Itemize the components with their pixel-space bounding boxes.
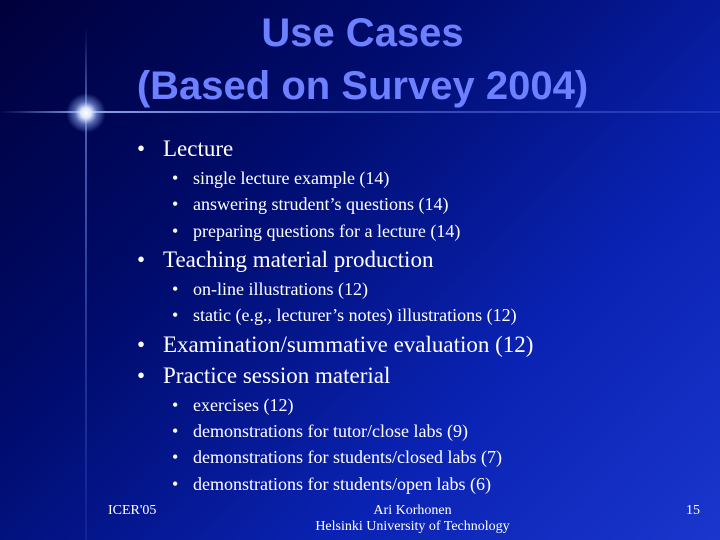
- bullet-item: [137, 136, 233, 162]
- bullet-text: static (e.g., lecturer’s notes) illustrations (12): [193, 305, 517, 325]
- bullet-item: [137, 363, 390, 389]
- bullet-text: on-line illustrations (12): [193, 279, 368, 299]
- sub-bullet-item: [172, 194, 448, 214]
- bullet-text: demonstrations for students/open labs (6): [193, 474, 491, 494]
- bullet-text: demonstrations for students/closed labs (7): [193, 447, 502, 467]
- bullet-text: exercises (12): [193, 395, 294, 415]
- bullet-icon: •: [137, 247, 146, 272]
- bullet-item: [137, 332, 533, 358]
- footer-author-name: Ari Korhonen: [373, 503, 452, 518]
- bullet-text: preparing questions for a lecture (14): [193, 221, 461, 241]
- bullet-icon: •: [172, 395, 179, 415]
- slide-title-line-2: (Based on Survey 2004): [136, 64, 589, 108]
- sub-bullet-item: [172, 279, 368, 299]
- bullet-icon: •: [137, 363, 146, 388]
- bullet-item: [137, 247, 433, 273]
- bullet-icon: •: [137, 136, 146, 161]
- bullet-icon: •: [172, 168, 179, 188]
- bullet-icon: •: [172, 447, 179, 467]
- bullet-icon: •: [172, 474, 179, 494]
- bullet-icon: •: [172, 194, 179, 214]
- footer-page-number: 15: [686, 503, 700, 518]
- sub-bullet-item: [172, 305, 517, 325]
- bullet-text: Practice session material: [163, 363, 391, 388]
- footer-conference: ICER'05: [108, 503, 157, 518]
- bullet-text: Teaching material production: [163, 247, 434, 272]
- bullet-text: Lecture: [163, 136, 234, 161]
- bullet-text: Examination/summative evaluation (12): [163, 332, 534, 357]
- sub-bullet-item: [172, 395, 293, 415]
- sub-bullet-item: [172, 447, 502, 467]
- sub-bullet-item: [172, 421, 468, 441]
- bullet-icon: •: [172, 279, 179, 299]
- bullet-icon: •: [172, 221, 179, 241]
- sub-bullet-item: [172, 474, 491, 494]
- slide-title-line-1: Use Cases: [261, 11, 464, 55]
- bullet-icon: •: [172, 305, 179, 325]
- bullet-icon: •: [137, 332, 146, 357]
- bullet-text: demonstrations for tutor/close labs (9): [193, 421, 468, 441]
- footer-author: [290, 503, 535, 535]
- sub-bullet-item: [172, 221, 460, 241]
- sub-bullet-item: [172, 168, 389, 188]
- footer-affiliation: Helsinki University of Technology: [315, 519, 510, 534]
- bullet-icon: •: [172, 421, 179, 441]
- bullet-text: answering strudent’s questions (14): [193, 194, 449, 214]
- decorative-horizontal-line: [0, 111, 720, 113]
- bullet-text: single lecture example (14): [193, 168, 390, 188]
